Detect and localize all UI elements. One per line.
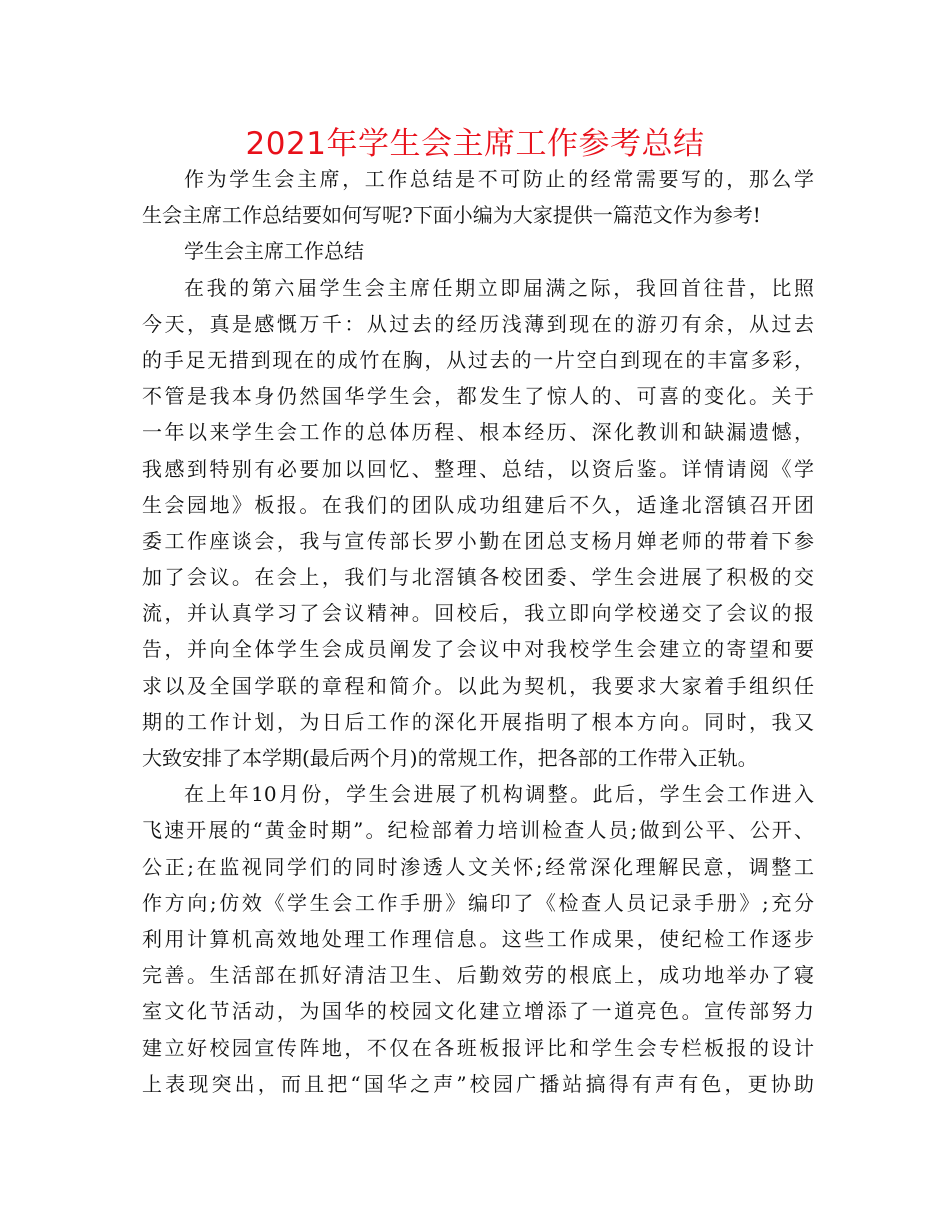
document-title: 2021年学生会主席工作参考总结	[245, 126, 705, 162]
body-line: 在上年10月份，学生会进展了机构调整。此后，学生会工作进入	[184, 782, 814, 807]
body-line: 在我的第六届学生会主席任期立即届满之际，我回首往昔，比照	[184, 275, 814, 300]
document-body	[142, 161, 814, 1102]
body-line: 公正;在监视同学们的同时渗透人文关怀;经常深化理解民意，调整工	[142, 854, 814, 879]
body-line: 飞速开展的“黄金时期”。纪检部着力培训检查人员;做到公平、公开、	[142, 818, 814, 843]
body-line: 上表现突出，而且把“国华之声”校园广播站搞得有声有色，更协助	[142, 1071, 814, 1096]
body-line: 流，并认真学习了会议精神。回校后，我立即向学校递交了会议的报	[142, 601, 814, 626]
body-line: 今天，真是感慨万千：从过去的经历浅薄到现在的游刃有余，从过去	[142, 311, 814, 336]
body-line: 一年以来学生会工作的总体历程、根本经历、深化教训和缺漏遗憾，	[142, 420, 814, 445]
body-line: 建立好校园宣传阵地，不仅在各班板报评比和学生会专栏板报的设计	[142, 1035, 814, 1060]
body-line: 作方向;仿效《学生会工作手册》编印了《检查人员记录手册》;充分	[142, 890, 814, 915]
body-line: 我感到特别有必要加以回忆、整理、总结，以资后鉴。详情请阅《学	[142, 456, 814, 481]
body-line: 告，并向全体学生会成员阐发了会议中对我校学生会建立的寄望和要	[142, 637, 814, 662]
body-line: 室文化节活动，为国华的校园文化建立增添了一道亮色。宣传部努力	[142, 999, 814, 1024]
body-line: 加了会议。在会上，我们与北滘镇各校团委、学生会进展了积极的交	[142, 565, 814, 590]
body-line: 委工作座谈会，我与宣传部长罗小勤在团总支杨月婵老师的带着下参	[142, 528, 814, 553]
body-line: 不管是我本身仍然国华学生会，都发生了惊人的、可喜的变化。关于	[142, 384, 814, 409]
body-line: 利用计算机高效地处理工作理信息。这些工作成果，使纪检工作逐步	[142, 926, 814, 951]
body-line: 生会园地》板报。在我们的团队成功组建后不久，适逢北滘镇召开团	[142, 492, 814, 517]
body-line: 的手足无措到现在的成竹在胸，从过去的一片空白到现在的丰富多彩，	[142, 347, 814, 372]
body-line: 完善。生活部在抓好清洁卫生、后勤效劳的根底上，成功地举办了寝	[142, 963, 814, 988]
body-line: 生会主席工作总结要如何写呢?下面小编为大家提供一篇范文作为参考!	[142, 203, 761, 228]
body-line: 求以及全国学联的章程和简介。以此为契机，我要求大家着手组织任	[142, 673, 814, 698]
body-line: 作为学生会主席，工作总结是不可防止的经常需要写的，那么学	[184, 167, 814, 191]
body-line: 大致安排了本学期(最后两个月)的常规工作，把各部的工作带入正轨。	[142, 746, 758, 770]
section-heading: 学生会主席工作总结	[184, 239, 364, 264]
body-line: 期的工作计划，为日后工作的深化开展指明了根本方向。同时，我又	[142, 709, 814, 734]
